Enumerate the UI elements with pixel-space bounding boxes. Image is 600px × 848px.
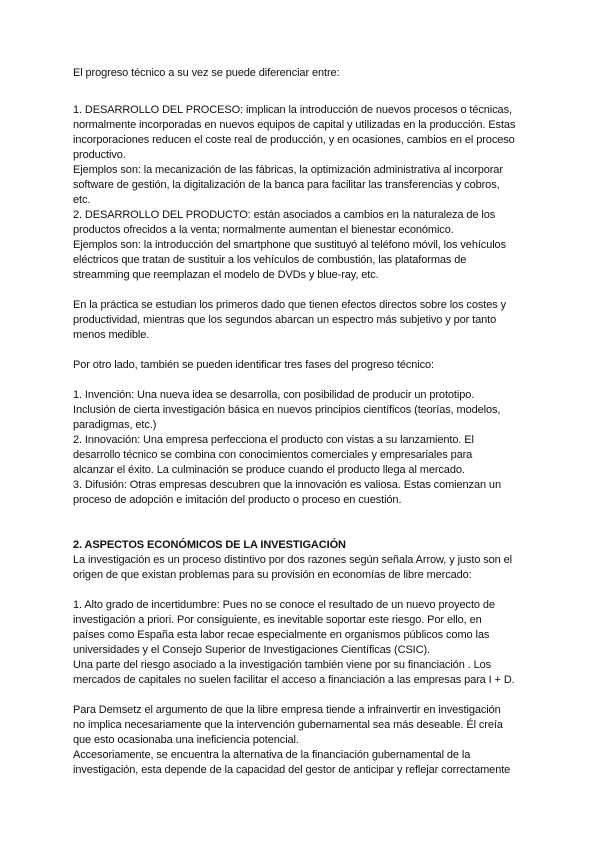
paragraph-line: 2. DESARROLLO DEL PRODUCTO: están asociados a cambios en la naturaleza de los (73, 209, 496, 221)
paragraph-line: Una parte del riesgo asociado a la investigación también viene por su financiación . Los (73, 659, 492, 671)
practica-paragraph (73, 298, 533, 343)
paragraph-line: 1. DESARROLLO DEL PROCESO: implican la introducción de nuevos procesos o técnicas, (73, 104, 512, 116)
section-heading: 2. ASPECTOS ECONÓMICOS DE LA INVESTIGACIÓN (73, 539, 346, 551)
paragraph-line: Accesoriamente, se encuentra la alternativa de la financiación gubernamental de la (73, 749, 471, 761)
paragraph-line: eléctricos que tratan de sustituir a los vehículos de combustión, las plataformas de (73, 254, 467, 266)
paragraph-line: La investigación es un proceso distintivo por dos razones según señala Arrow, y justo son el (73, 554, 513, 566)
fases-list (73, 388, 533, 508)
list-item-line: alcanzar el éxito. La culminación se produce cuando el producto llega al mercado. (73, 464, 465, 476)
list-item-line: 2. Innovación: Una empresa perfecciona el producto con vistas a su lanzamiento. El (73, 434, 474, 446)
paragraph-line: Para Demsetz el argumento de que la libre empresa tiende a infrainvertir en investigación (73, 704, 501, 716)
paragraph-line: normalmente incorporadas en nuevos equipos de capital y utilizadas en la producción. Estas (73, 119, 516, 131)
list-item-line: Inclusión de cierta investigación básica en nuevos principios científicos (teorías, modelos, (73, 404, 501, 416)
demsetz-paragraph (73, 703, 533, 778)
paragraph-line: productivo. (73, 149, 126, 161)
paragraph-line: 1. Alto grado de incertidumbre: Pues no se conoce el resultado de un nuevo proyecto de (73, 599, 495, 611)
paragraph-line: Ejemplos son: la introducción del smartphone que sustituyó al teléfono móvil, los vehículos (73, 239, 506, 251)
paragraph-line: investigación, esta depende de la capacidad del gestor de anticipar y reflejar correctamente (73, 764, 511, 776)
paragraph-line: etc. (73, 194, 91, 206)
paragraph-line: productividad, mientras que los segundos abarcan un espectro más subjetivo y por tanto (73, 314, 497, 326)
desarrollo-proceso-paragraph (73, 103, 533, 208)
paragraph-line: mercados de capitales no suelen facilitar el acceso a financiación a las empresas para I + D. (73, 674, 515, 686)
paragraph-line: universidades y el Consejo Superior de Investigaciones Científicas (CSIC). (73, 644, 430, 656)
fases-intro-text: Por otro lado, también se pueden identificar tres fases del progreso técnico: (73, 359, 435, 371)
list-item-line: proceso de adopción e imitación del producto o proceso en cuestión. (73, 494, 402, 506)
arrow-paragraph (73, 553, 533, 583)
list-item-line: 3. Difusión: Otras empresas descubren que la innovación es valiosa. Estas comienzan un (73, 479, 501, 491)
paragraph-line: productos ofrecidos a la venta; normalmente aumentan el bienestar económico. (73, 224, 454, 236)
paragraph-line: investigación a priori. Por consiguiente, es inevitable soportar este riesgo. Por ello, en (73, 614, 482, 626)
paragraph-line: países como España esta labor recae especialmente en organismos públicos como las (73, 629, 490, 641)
list-item-line: paradigmas, etc.) (73, 419, 157, 431)
paragraph-line: Ejemplos son: la mecanización de las fábricas, la optimización administrativa al incorporar (73, 164, 503, 176)
paragraph-line: streamming que reemplazan el modelo de DVDs y blue-ray, etc. (73, 269, 379, 281)
paragraph-line: En la práctica se estudian los primeros dado que tienen efectos directos sobre los costes y (73, 299, 506, 311)
paragraph-line: incorporaciones reducen el coste real de producción, y en ocasiones, cambios en el proceso (73, 134, 515, 146)
paragraph-line: software de gestión, la digitalización de la banca para facilitar las transferencias y cobros, (73, 179, 500, 191)
desarrollo-producto-paragraph (73, 208, 533, 283)
paragraph-line: que esto ocasionaba una ineficiencia potencial. (73, 734, 299, 746)
list-item-line: desarrollo técnico se combina con conocimientos comerciales y empresariales para (73, 449, 473, 461)
intro-text: El progreso técnico a su vez se puede diferenciar entre: (73, 67, 340, 79)
document-body (73, 66, 533, 778)
incertidumbre-paragraph (73, 598, 533, 688)
paragraph-line: no implica necesariamente que la intervención gubernamental sea más deseable. Él creía (73, 719, 503, 731)
list-item-line: 1. Invención: Una nueva idea se desarrolla, con posibilidad de producir un prototipo. (73, 389, 475, 401)
paragraph-line: menos medible. (73, 329, 150, 341)
paragraph-line: origen de que existan problemas para su provisión en economías de libre mercado: (73, 569, 472, 581)
